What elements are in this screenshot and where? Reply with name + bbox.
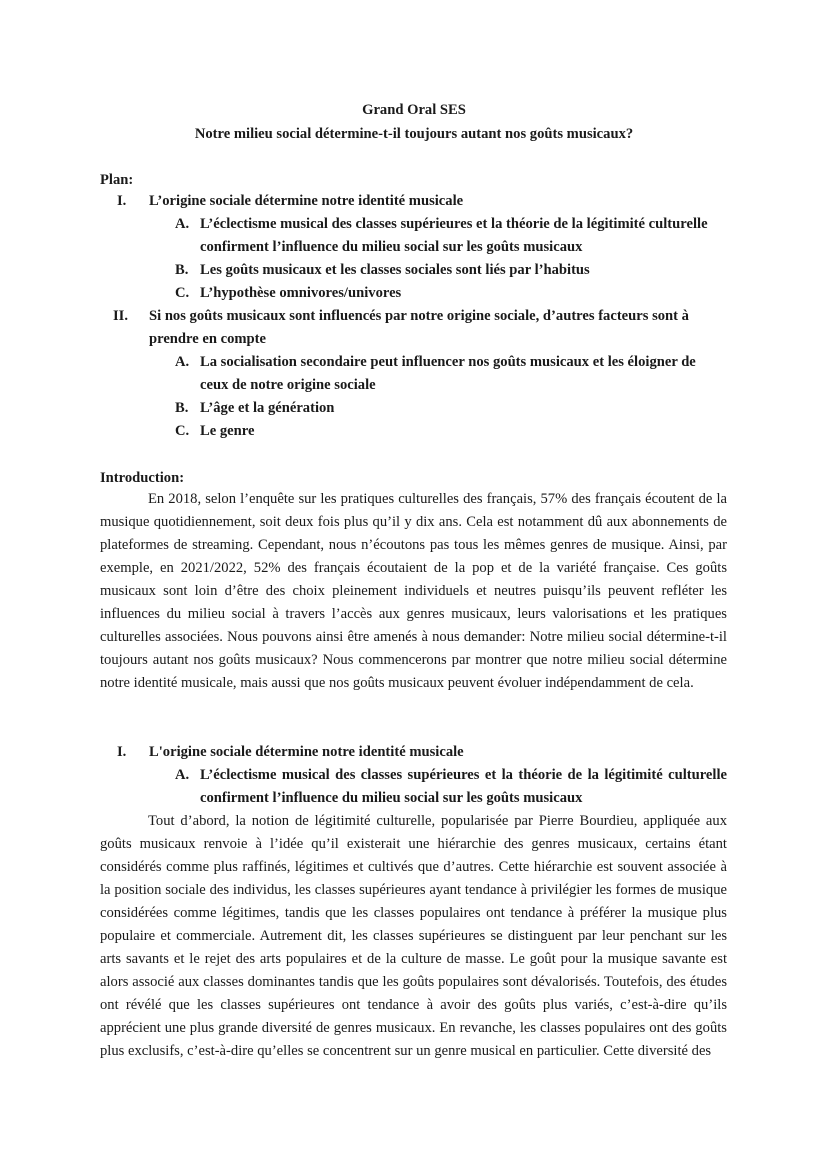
plan-part-1-title: L’origine sociale détermine notre identité musicale <box>149 193 464 209</box>
plan-letter: A. <box>175 216 190 232</box>
plan-letter: A. <box>175 354 190 370</box>
plan-letter: C. <box>175 423 190 439</box>
plan-subpart-title: L’éclectisme musical des classes supérieures et la théorie de la légitimité culturelle <box>200 216 708 232</box>
section-1-title: L'origine sociale détermine notre identité musicale <box>149 744 464 760</box>
section-1-a-title: confirment l’influence du milieu social sur les goûts musicaux <box>200 790 583 806</box>
plan-subpart-title: La socialisation secondaire peut influencer nos goûts musicaux et les éloigner de <box>200 354 696 370</box>
plan-part-1-numeral: I. <box>117 193 127 209</box>
plan-subpart-title: Les goûts musicaux et les classes sociales sont liés par l’habitus <box>200 262 590 278</box>
plan-subpart-title: Le genre <box>200 423 255 439</box>
document-subtitle: Notre milieu social détermine-t-il toujours autant nos goûts musicaux? <box>194 126 634 142</box>
plan-part-2-title: Si nos goûts musicaux sont influencés par notre origine sociale, d’autres facteurs sont à <box>149 308 689 324</box>
section-1-a-paragraph: Tout d’abord, la notion de légitimité culturelle, popularisée par Pierre Bourdieu, appliquée aux goûts musicaux renvoie à l’idée qu’il existerait une hiérarchie des genres musicaux, certains étant considérés comme plus raffinés, légitimes et cultivés que d’autres. Cette hiérarchie est souvent associée à la position sociale des individus, les classes supérieures ayant tendance à privilégier les formes de musique considérées comme légitimes, tandis que les classes populaires ont tendance à préférer la musique plus populaire et commerciale. Autrement dit, les classes supérieures se distinguent par leur penchant sur les arts savants et le rejet des arts populaires et de la culture de masse. Le goût pour la musique savante est alors associé aux classes dominantes tandis que les goûts populaires sont dévalorisés. Toutefois, des études ont révélé que les classes supérieures ont tendance à avoir des goûts plus variés, c’est-à-dire qu’ils apprécient une plus grande diversité de genres musicaux. En revanche, les classes populaires ont des goûts plus exclusifs, c’est-à-dire qu’elles se concentrent sur un genre musical en particulier. Cette diversité des <box>100 813 727 1059</box>
plan-subpart-title: confirment l’influence du milieu social sur les goûts musicaux <box>200 239 583 255</box>
document-title: Grand Oral SES <box>362 102 466 118</box>
section-1-numeral: I. <box>117 744 127 760</box>
plan-subpart-title: L’hypothèse omnivores/univores <box>200 285 402 301</box>
section-1-a-title: L’éclectisme musical des classes supérieures et la théorie de la légitimité culturelle <box>200 767 727 783</box>
plan-part-2-title: prendre en compte <box>149 331 267 347</box>
introduction-paragraph: En 2018, selon l’enquête sur les pratiques culturelles des français, 57% des français écoutent de la musique quotidiennement, soit deux fois plus qu’il y dix ans. Cela est notamment dû aux abonnements de plateformes de streaming. Cependant, nous n’écoutons pas tous les mêmes genres de musique. Ainsi, par exemple, en 2021/2022, 52% des français écoutaient de la pop et de la variété française. Ces goûts musicaux sont loin d’être des choix pleinement individuels et neutres puisqu’ils peuvent refléter les influences du milieu social à travers l’accès aux genres musicaux, leurs valorisations et les pratiques culturelles associées. Nous pouvons ainsi être amenés à nous demander: Notre milieu social détermine-t-il toujours autant nos goûts musicaux? Nous commencerons par montrer que notre milieu social détermine notre identité musicale, mais aussi que nos goûts musicaux peuvent évoluer indépendamment de cela. <box>100 491 727 691</box>
plan-label: Plan: <box>100 172 134 188</box>
introduction-label: Introduction: <box>100 470 185 486</box>
plan-subpart-title: ceux de notre origine sociale <box>200 377 376 393</box>
plan-part-2-numeral: II. <box>113 308 129 324</box>
section-1-a-letter: A. <box>175 767 190 783</box>
plan-subpart-title: L’âge et la génération <box>200 400 335 416</box>
plan-letter: B. <box>175 262 189 278</box>
plan-letter: B. <box>175 400 189 416</box>
plan-letter: C. <box>175 285 190 301</box>
